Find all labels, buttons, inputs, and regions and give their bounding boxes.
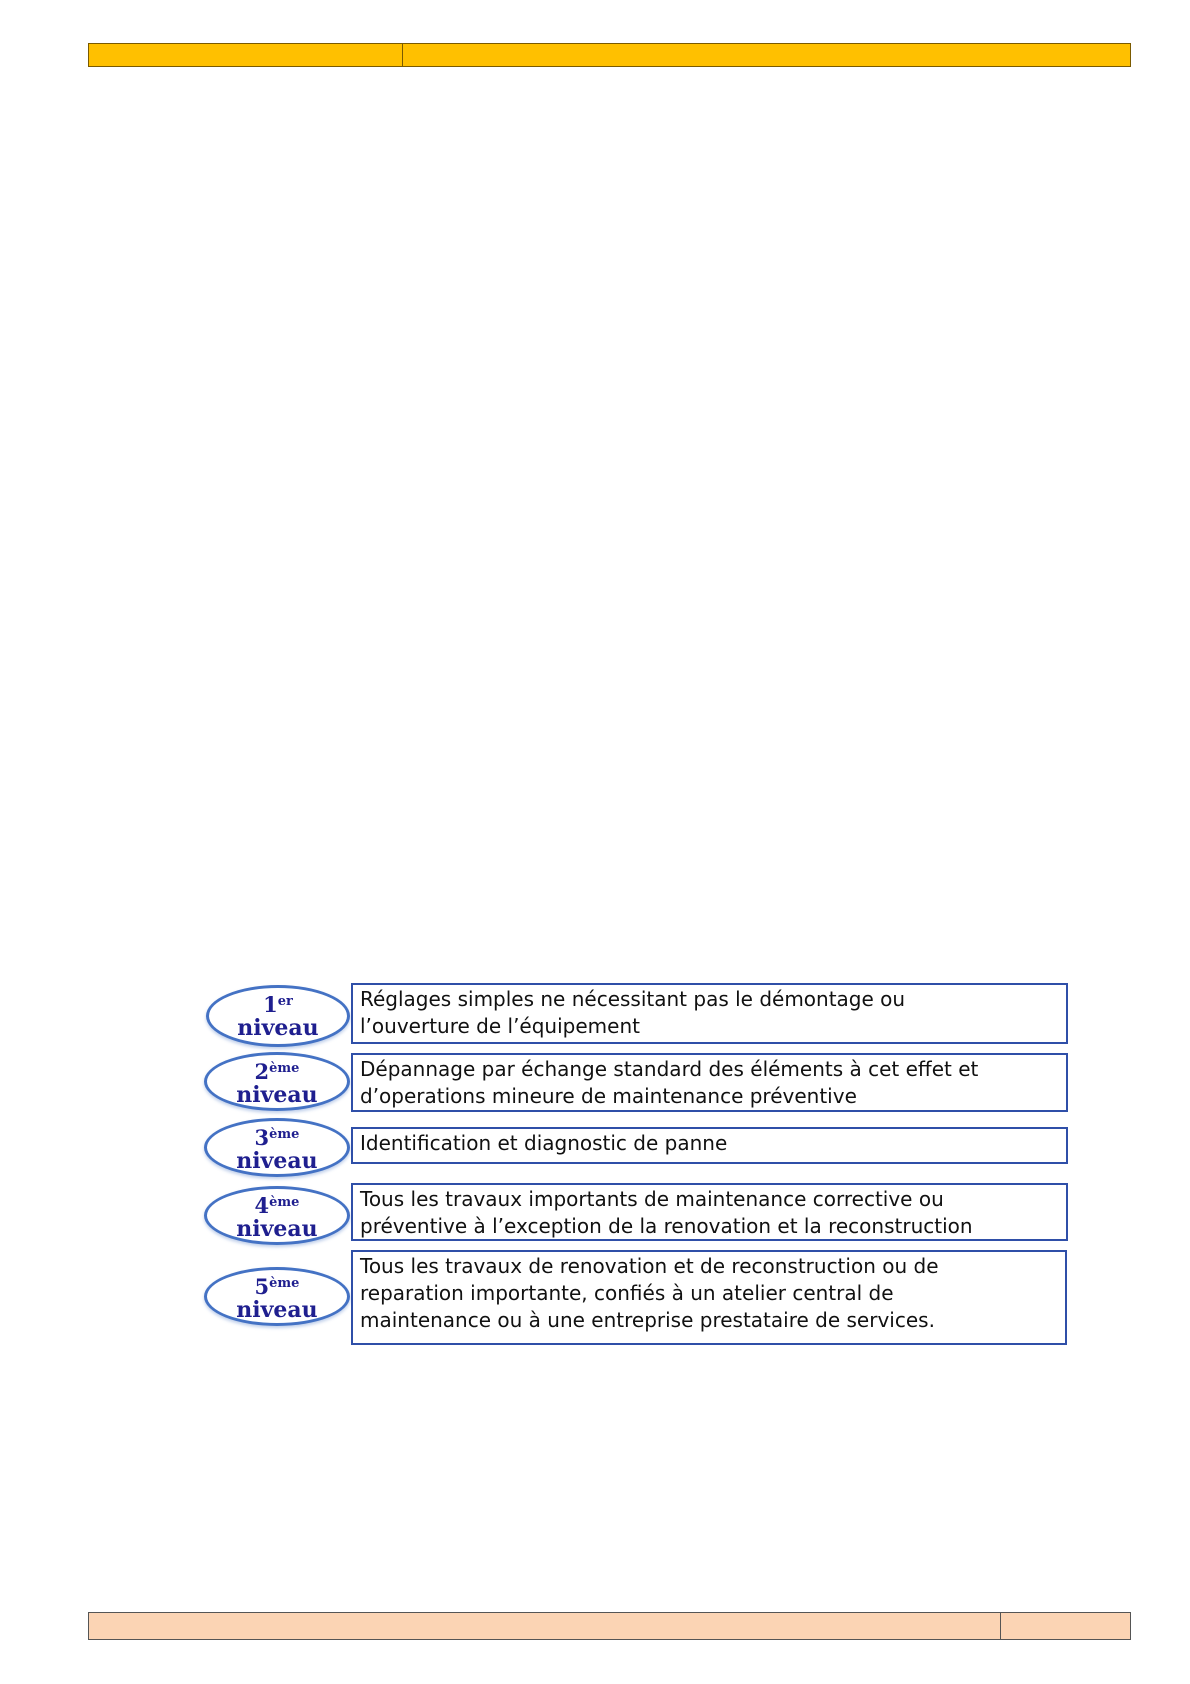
level-3-number: 3ème	[254, 1125, 300, 1150]
level-5-word: niveau	[236, 1297, 318, 1323]
footer-page-number-cell	[1001, 1613, 1130, 1639]
level-1-description: Réglages simples ne nécessitant pas le démontage ou l’ouverture de l’équipement	[351, 983, 1068, 1044]
level-3-word: niveau	[236, 1148, 318, 1174]
level-2-ellipse	[204, 1052, 350, 1111]
level-5-number: 5ème	[254, 1274, 300, 1299]
header-cell-right	[403, 44, 1130, 66]
page-footer-bar	[88, 1612, 1131, 1640]
level-5-ellipse	[204, 1267, 350, 1326]
level-3-description: Identification et diagnostic de panne	[351, 1127, 1068, 1164]
level-4-word: niveau	[236, 1216, 318, 1242]
level-4-number: 4ème	[254, 1193, 300, 1218]
level-2-number: 2ème	[254, 1059, 300, 1084]
level-2-word: niveau	[236, 1082, 318, 1108]
page-header-bar	[88, 43, 1131, 67]
level-3-ellipse	[204, 1118, 350, 1177]
level-1-number: 1er	[263, 992, 293, 1017]
level-1-ellipse	[206, 985, 350, 1047]
level-4-ellipse	[204, 1186, 350, 1245]
level-2-description: Dépannage par échange standard des éléments à cet effet et d’operations mineure de maintenance préventive	[351, 1053, 1068, 1112]
level-5-description: Tous les travaux de renovation et de reconstruction ou de reparation importante, confiés à un atelier central de maintenance ou à une entreprise prestataire de services.	[351, 1250, 1067, 1345]
level-1-word: niveau	[237, 1015, 319, 1041]
level-4-description: Tous les travaux importants de maintenance corrective ou préventive à l’exception de la renovation et la reconstruction	[351, 1183, 1068, 1241]
header-cell-left	[89, 44, 403, 66]
footer-cell-left	[89, 1613, 1001, 1639]
